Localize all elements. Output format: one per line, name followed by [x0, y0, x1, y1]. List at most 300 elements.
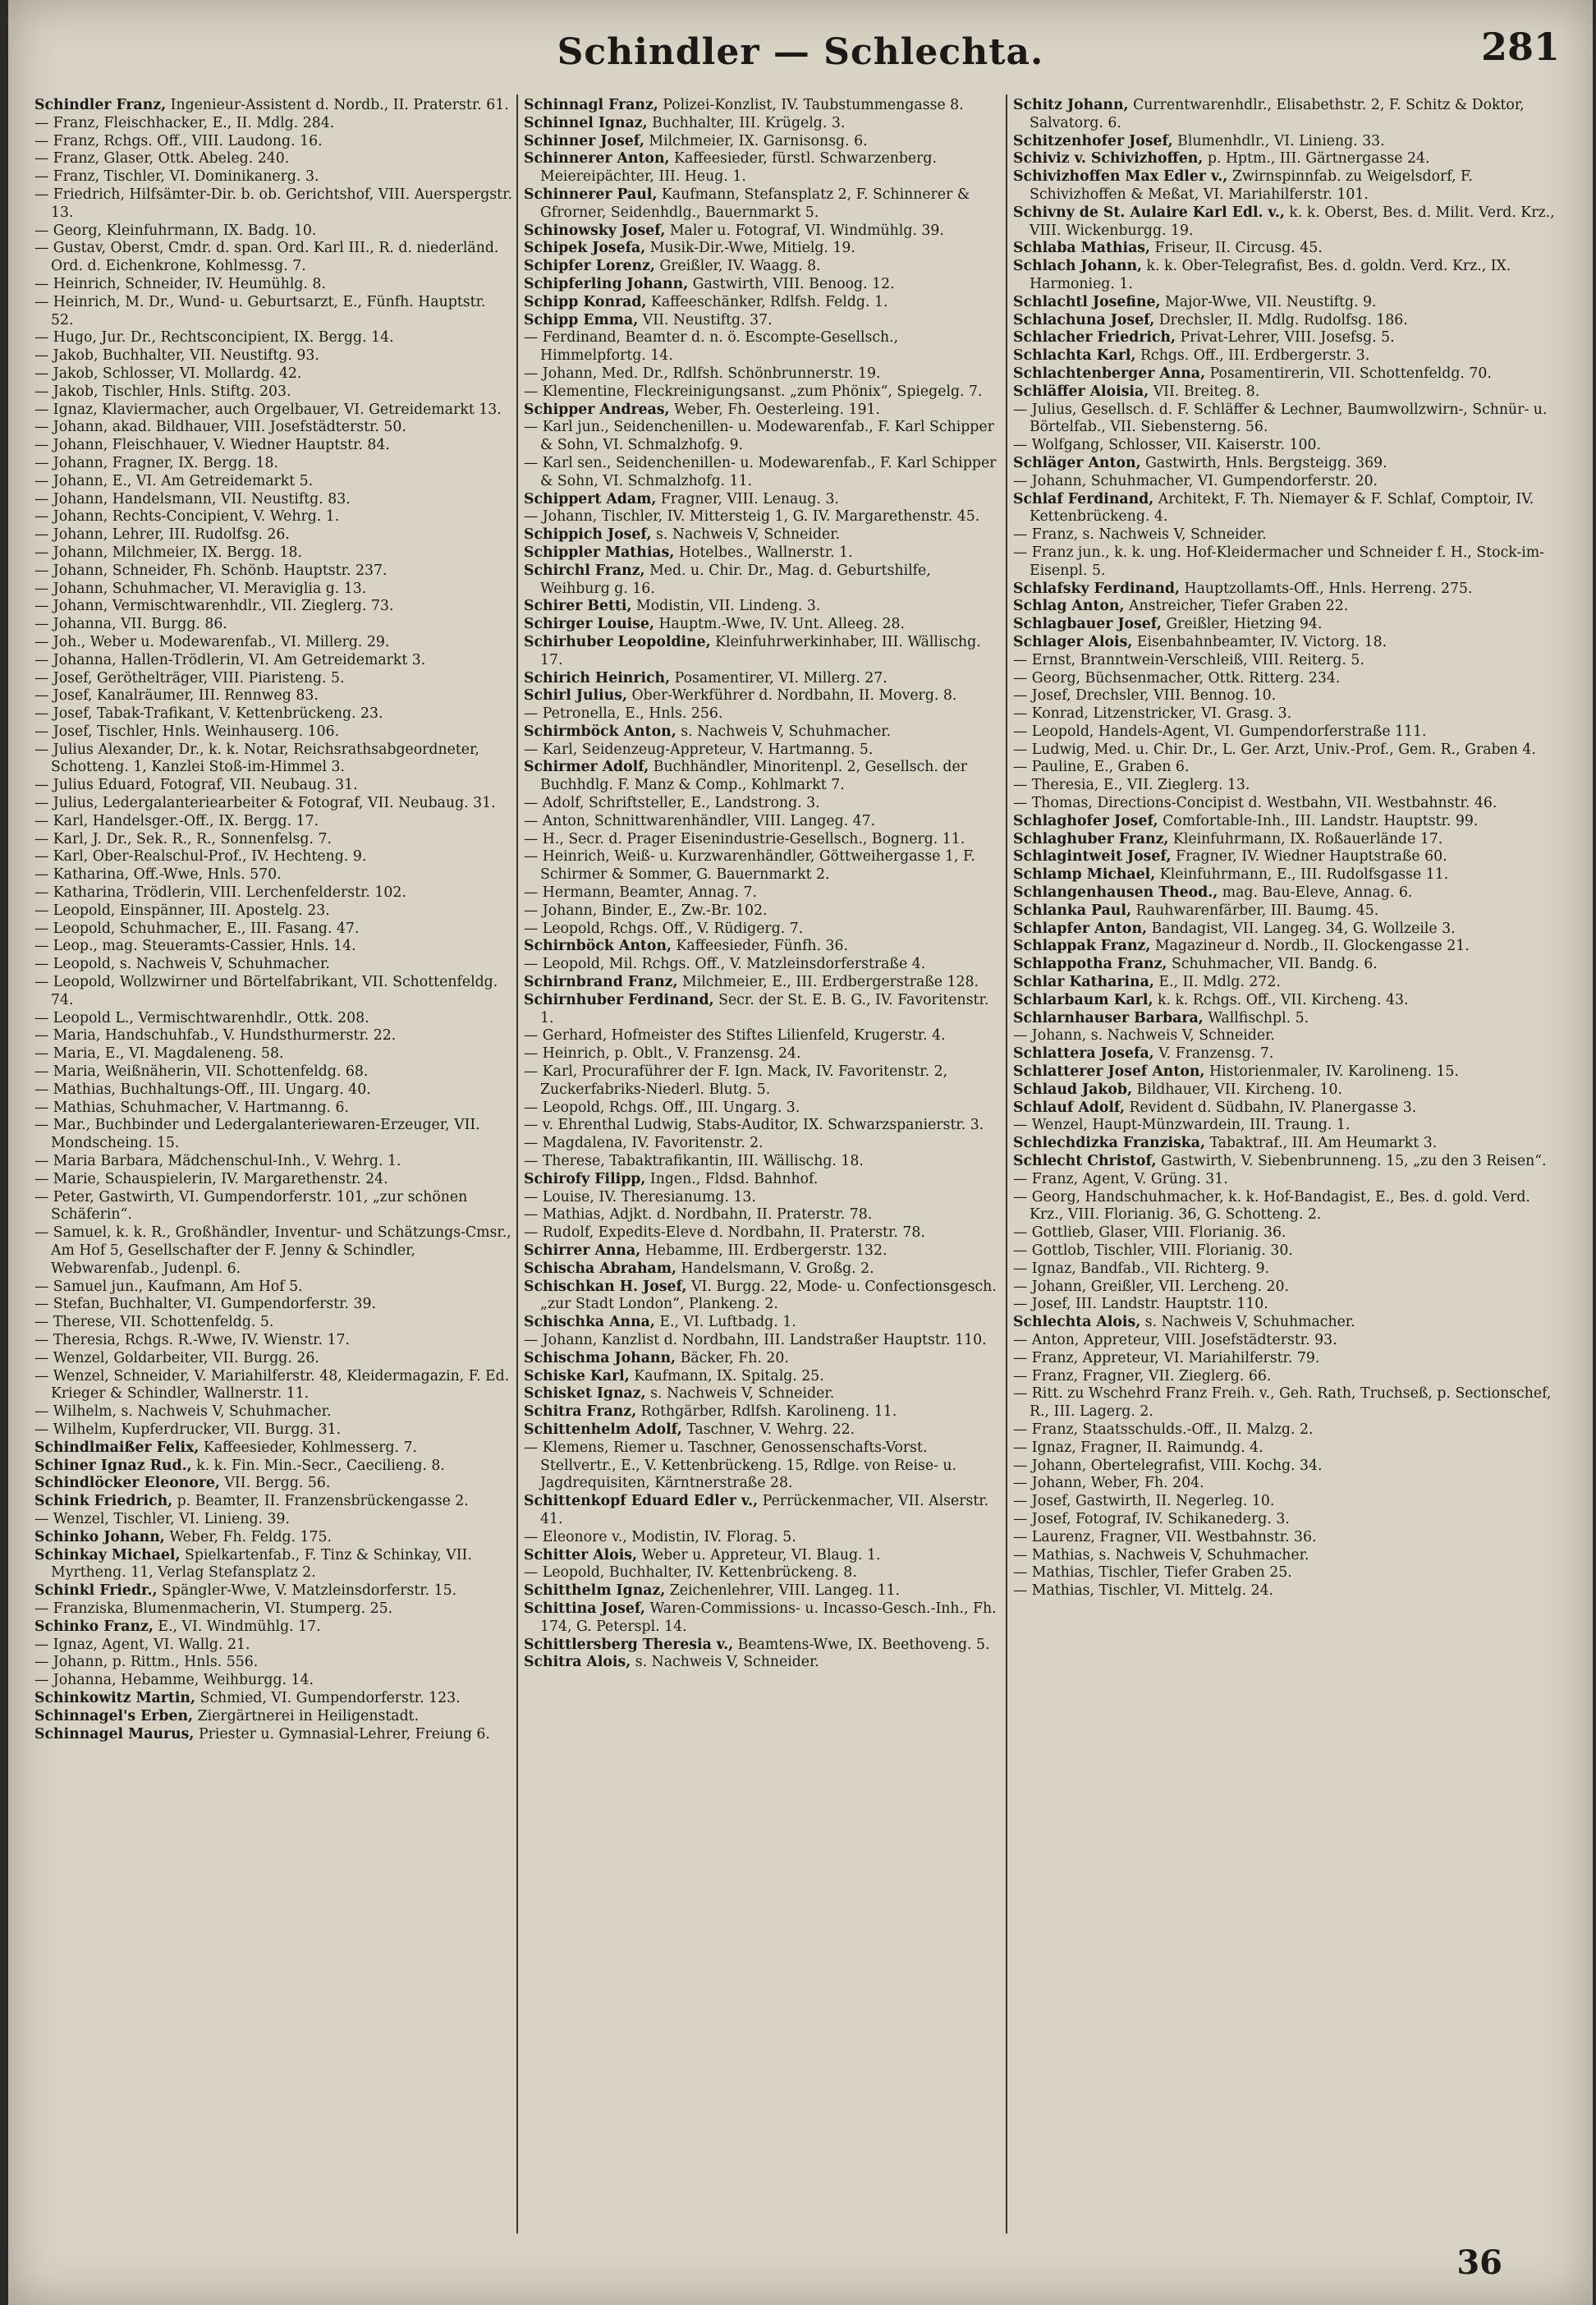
entry-text: — Johann, Kanzlist d. Nordbahn, III. Landstraßer Hauptstr. 110. — [524, 1331, 987, 1348]
directory-entry — [1013, 581, 1566, 599]
entry-text: — Johann, Vermischtwarenhdlr., VII. Zieglerg. 73. — [34, 598, 394, 615]
entry-surname: Schlanka Paul, — [1013, 902, 1131, 919]
entry-text: Modistin, VII. Lindeng. 3. — [636, 598, 821, 615]
entry-text: — Peter, Gastwirth, VI. Gumpendorferstr. 101, „zur schönen Schäferin“. — [34, 1188, 468, 1224]
entry-surname: Schlapfer Anton, — [1013, 920, 1148, 937]
page-title: Schindler — Schlechta. — [557, 31, 1044, 73]
entry-text: k. k. Fin. Min.-Secr., Caecilieng. 8. — [196, 1457, 445, 1474]
directory-entry — [524, 97, 1002, 115]
directory-entry — [524, 1171, 1002, 1189]
entry-text: Priester u. Gymnasial-Lehrer, Freiung 6. — [198, 1725, 490, 1743]
directory-entry — [524, 419, 1002, 455]
entry-surname: Schlagintweit Josef, — [1013, 848, 1172, 866]
directory-entry — [1013, 634, 1566, 652]
entry-text: Weber u. Appreteur, VI. Blaug. 1. — [641, 1546, 881, 1563]
directory-entry — [34, 1027, 512, 1045]
entry-text: — Leopold, Rchgs. Off., III. Ungarg. 3. — [524, 1099, 800, 1116]
directory-entry — [524, 759, 1002, 795]
entry-text: Fragner, VIII. Lenaug. 3. — [660, 490, 839, 507]
entry-text: Kaufmann, IX. Spitalg. 25. — [634, 1367, 824, 1384]
directory-entry — [34, 1368, 512, 1404]
entry-text: Ober-Werkführer d. Nordbahn, II. Moverg. 8. — [631, 687, 957, 705]
entry-text: — Johann, Fleischhauer, V. Wiedner Hauptstr. 84. — [34, 437, 390, 454]
directory-entry — [1013, 312, 1566, 330]
entry-surname: Schlaghuber Franz, — [1013, 830, 1169, 847]
entry-text: — Franz, Staatsschulds.-Off., II. Malzg. 2. — [1013, 1421, 1314, 1438]
entry-text: Hauptm.-Wwe, IV. Unt. Alleeg. 28. — [658, 616, 905, 633]
entry-text: — Friedrich, Hilfsämter-Dir. b. ob. Gerichtshof, VIII. Auerspergstr. 13. — [34, 186, 512, 221]
entry-text: Eisenbahnbeamter, IV. Victorg. 18. — [1136, 633, 1387, 650]
entry-text: Bildhauer, VII. Kircheng. 10. — [1136, 1081, 1342, 1098]
entry-text: Kaffeeschänker, Rdlfsh. Feldg. 1. — [650, 293, 888, 310]
directory-entry — [1013, 902, 1566, 921]
entry-text: — Leopold, Rchgs. Off., V. Rüdigerg. 7. — [524, 920, 804, 937]
entry-text: — Leopold L., Vermischtwarenhdlr., Ottk. 208. — [34, 1009, 369, 1026]
directory-entry — [1013, 1582, 1566, 1600]
entry-text: — Franz, Fleischhacker, E., II. Mdlg. 284. — [34, 114, 335, 131]
directory-entry — [34, 1690, 512, 1708]
directory-entry — [1013, 402, 1566, 438]
directory-entry — [34, 1296, 512, 1314]
entry-text: s. Nachweis V, Schneider. — [655, 526, 841, 544]
entry-text: — H., Secr. d. Prager Eisenindustrie-Gesellsch., Bognerg. 11. — [524, 830, 965, 847]
column-divider — [516, 94, 518, 2234]
directory-entry — [1013, 1350, 1566, 1368]
entry-text: — Maria, Weißnäherin, VII. Schottenfeldg. 68. — [34, 1063, 369, 1081]
entry-text: — Johann, Lehrer, III. Rudolfsg. 26. — [34, 526, 290, 544]
entry-surname: Schinkowitz Martin, — [34, 1689, 196, 1706]
entry-text: Ingen., Fldsd. Bahnhof. — [649, 1170, 819, 1187]
directory-entry — [524, 742, 1002, 760]
entry-text: — Petronella, E., Hnls. 256. — [524, 705, 723, 723]
entry-text: p. Beamter, II. Franzensbrückengasse 2. — [177, 1493, 469, 1510]
entry-text: — Hermann, Beamter, Annag. 7. — [524, 884, 757, 902]
entry-text: — Johann, Milchmeier, IX. Bergg. 18. — [34, 544, 302, 561]
entry-text: p. Hptm., III. Gärtnergasse 24. — [1207, 150, 1430, 168]
directory-entry — [1013, 1385, 1566, 1421]
entry-text: Gastwirth, Hnls. Bergsteigg. 369. — [1145, 454, 1387, 471]
entry-text: — Leopold, Schuhmacher, E., III. Fasang. 47. — [34, 920, 360, 937]
column-1 — [34, 97, 512, 2232]
entry-surname: Schinnagl Franz, — [524, 97, 658, 113]
entry-text: — Mathias, Tischler, VI. Mittelg. 24. — [1013, 1582, 1274, 1600]
entry-text: — Theresia, Rchgs. R.-Wwe, IV. Wienstr. 17. — [34, 1331, 350, 1348]
directory-entry — [524, 150, 1002, 186]
directory-entry — [524, 133, 1002, 151]
directory-entry — [34, 1547, 512, 1583]
entry-surname: Schlachta Karl, — [1013, 347, 1136, 365]
entry-surname: Schlager Alois, — [1013, 633, 1133, 650]
directory-entry — [34, 1189, 512, 1225]
directory-entry — [1013, 884, 1566, 902]
directory-entry — [524, 598, 1002, 616]
entry-text: — Johann, akad. Bildhauer, VIII. Josefstädterstr. 50. — [34, 419, 406, 436]
entry-text: — Wenzel, Goldarbeiter, VII. Burgg. 26. — [34, 1349, 319, 1366]
entry-text: — Johann, Fragner, IX. Bergg. 18. — [34, 454, 279, 471]
directory-entry — [1013, 759, 1566, 777]
entry-surname: Schittenkopf Eduard Edler v., — [524, 1493, 759, 1510]
entry-text: — Ernst, Branntwein-Verschleiß, VIII. Reiterg. 5. — [1013, 651, 1364, 668]
entry-text: — Gottlob, Tischler, VIII. Florianig. 30. — [1013, 1242, 1293, 1259]
entry-surname: Schlamp Michael, — [1013, 866, 1156, 884]
directory-entry — [524, 1242, 1002, 1260]
directory-entry — [524, 1153, 1002, 1171]
directory-entry — [524, 508, 1002, 526]
entry-surname: Schindlöcker Eleonore, — [34, 1475, 220, 1492]
entry-surname: Schirmer Adolf, — [524, 759, 649, 776]
directory-entry — [1013, 813, 1566, 831]
entry-surname: Schindlmaißer Felix, — [34, 1439, 200, 1456]
entry-text: — Ritt. zu Wschehrd Franz Freih. v., Geh. Rath, Truchseß, p. Sectionschef, R., III. Lagerg. 2. — [1013, 1385, 1552, 1421]
directory-entry — [1013, 992, 1566, 1010]
directory-entry — [34, 777, 512, 795]
directory-entry — [34, 1511, 512, 1529]
entry-text: — Leopold, Mil. Rchgs. Off., V. Matzleinsdorferstraße 4. — [524, 956, 926, 973]
entry-text: — Franz jun., k. k. ung. Hof-Kleidermacher und Schneider f. H., Stock-im-Eisenpl. 5. — [1013, 544, 1545, 579]
entry-text: — Ignaz, Agent, VI. Wallg. 21. — [34, 1636, 250, 1653]
directory-entry — [34, 1458, 512, 1476]
entry-text: Secr. der St. E. B. G., IV. Favoritenstr. 1. — [540, 991, 989, 1026]
directory-entry — [1013, 1027, 1566, 1045]
entry-text: VII. Bergg. 56. — [224, 1475, 331, 1492]
directory-entry — [1013, 1010, 1566, 1028]
entry-text: Kaufmann, Stefansplatz 2, F. Schinnerer & Gfrorner, Seidenhdlg., Bauernmarkt 5. — [540, 186, 970, 221]
directory-entry — [1013, 1063, 1566, 1081]
directory-entry — [34, 491, 512, 509]
entry-text: Milchmeier, IX. Garnisonsg. 6. — [649, 132, 868, 149]
entry-text: Kaffeesieder, fürstl. Schwarzenberg. Meiereipächter, III. Heug. 1. — [540, 150, 937, 186]
entry-surname: Schlach Johann, — [1013, 258, 1143, 275]
entry-surname: Schlagbauer Josef, — [1013, 616, 1162, 633]
entry-text: — Wenzel, Schneider, V. Mariahilferstr. 48, Kleidermagazin, F. Ed. Krieger & Schindler, Wallnerstr. 11. — [34, 1367, 510, 1403]
entry-surname: Schittenhelm Adolf, — [524, 1421, 682, 1438]
directory-entry — [1013, 1547, 1566, 1565]
entry-text: Kleinfuhrmann, IX. Roßauerlände 17. — [1172, 830, 1443, 847]
directory-entry — [1013, 1045, 1566, 1063]
entry-text: Buchhändler, Minoritenpl. 2, Gesellsch. der Buchhdlg. F. Manz & Comp., Kohlmarkt 7. — [540, 759, 967, 794]
entry-surname: Schlattera Josefa, — [1013, 1045, 1154, 1063]
entry-surname: Schipp Emma, — [524, 311, 639, 328]
directory-entry — [524, 115, 1002, 133]
entry-text: Bäcker, Fh. 20. — [680, 1349, 789, 1366]
directory-entry — [1013, 616, 1566, 634]
entry-text: — Mathias, Adjkt. d. Nordbahn, II. Praterstr. 78. — [524, 1206, 873, 1224]
directory-entry — [524, 1063, 1002, 1100]
directory-entry — [34, 115, 512, 133]
entry-surname: Schlappak Franz, — [1013, 938, 1151, 955]
entry-surname: Schipferling Johann, — [524, 275, 689, 292]
entry-surname: Schittlersberg Theresia v., — [524, 1636, 734, 1653]
directory-entry — [1013, 1439, 1566, 1458]
directory-entry — [34, 455, 512, 473]
directory-entry — [524, 240, 1002, 258]
directory-entry — [34, 1493, 512, 1511]
entry-text: — Leopold, Handels-Agent, VI. Gumpendorferstraße 111. — [1013, 723, 1427, 740]
entry-surname: Schirofy Filipp, — [524, 1170, 646, 1187]
directory-entry — [34, 383, 512, 402]
directory-entry — [34, 938, 512, 956]
entry-text: — Marie, Schauspielerin, IV. Margarethenstr. 24. — [34, 1170, 388, 1187]
directory-entry — [524, 921, 1002, 939]
entry-text: — Jakob, Schlosser, VI. Mollardg. 42. — [34, 365, 302, 382]
directory-entry — [524, 383, 1002, 402]
entry-text: — Karl jun., Seidenchenillen- u. Modewarenfab., F. Karl Schipper & Sohn, VI. Schmalzhofg. 9. — [524, 419, 994, 454]
directory-entry — [1013, 437, 1566, 455]
entry-text: — Jakob, Tischler, Hnls. Stiftg. 203. — [34, 383, 291, 400]
entry-text: Anstreicher, Tiefer Graben 22. — [1129, 598, 1349, 615]
directory-entry — [524, 186, 1002, 223]
column-3 — [1013, 97, 1566, 2232]
directory-entry — [34, 419, 512, 437]
entry-text: — Anton, Appreteur, VIII. Josefstädterstr. 93. — [1013, 1331, 1337, 1348]
directory-entry — [524, 223, 1002, 241]
entry-text: VI. Burgg. 22, Mode- u. Confectionsgesch. „zur Stadt London“, Plankeng. 2. — [540, 1278, 997, 1313]
entry-text: — Ignaz, Klaviermacher, auch Orgelbauer, VI. Getreidemarkt 13. — [34, 401, 502, 418]
directory-entry — [34, 974, 512, 1010]
entry-surname: Schlecht Christof, — [1013, 1153, 1157, 1170]
directory-entry — [34, 884, 512, 902]
entry-surname: Schirchl Franz, — [524, 562, 645, 579]
directory-entry — [524, 1403, 1002, 1421]
directory-entry — [524, 687, 1002, 705]
entry-surname: Schlaud Jakob, — [1013, 1081, 1132, 1098]
directory-entry — [34, 1153, 512, 1171]
directory-entry — [1013, 1153, 1566, 1171]
directory-entry — [34, 652, 512, 670]
directory-entry — [1013, 1081, 1566, 1100]
entry-text: Gastwirth, VIII. Benoog. 12. — [692, 275, 895, 292]
entry-text: Handelsmann, V. Großg. 2. — [681, 1260, 874, 1277]
directory-entry — [34, 365, 512, 383]
entry-surname: Schitter Alois, — [524, 1546, 638, 1563]
entry-text: — Johanna, VII. Burgg. 86. — [34, 616, 227, 633]
entry-surname: Schinnel Ignaz, — [524, 114, 648, 131]
entry-surname: Schinner Josef, — [524, 132, 644, 149]
entry-text: — Maria, E., VI. Magdaleneng. 58. — [34, 1045, 284, 1063]
directory-entry — [34, 1637, 512, 1655]
entry-text: Bandagist, VII. Langeg. 34, G. Wollzeile 3. — [1151, 920, 1456, 937]
entry-surname: Schitthelm Ignaz, — [524, 1582, 666, 1600]
entry-text: — Franz, s. Nachweis V, Schneider. — [1013, 526, 1267, 544]
directory-entry — [1013, 1529, 1566, 1547]
directory-entry — [1013, 97, 1566, 133]
directory-entry — [34, 902, 512, 921]
entry-text: E., VI. Windmühlg. 17. — [158, 1618, 321, 1635]
directory-entry — [1013, 544, 1566, 581]
entry-text: Rauhwarenfärber, III. Baumg. 45. — [1135, 902, 1379, 919]
directory-entry — [34, 1117, 512, 1153]
entry-text: Perrückenmacher, VII. Alserstr. 41. — [540, 1493, 989, 1527]
directory-entry — [34, 598, 512, 616]
entry-text: Rothgärber, Rdlfsh. Karolineng. 11. — [640, 1403, 897, 1421]
directory-entry — [524, 974, 1002, 992]
entry-text: — Heinrich, Weiß- u. Kurzwarenhändler, Göttweihergasse 1, F. Schirmer & Sommer, G. Bauernmarkt 2. — [524, 848, 975, 884]
directory-entry — [34, 921, 512, 939]
directory-entry — [1013, 365, 1566, 383]
entry-text: — Maria Barbara, Mädchenschul-Inh., V. Wehrg. 1. — [34, 1153, 401, 1170]
directory-entry — [524, 1421, 1002, 1439]
directory-entry — [524, 1547, 1002, 1565]
entry-surname: Schirich Heinrich, — [524, 669, 671, 686]
directory-entry — [524, 1100, 1002, 1118]
directory-entry — [1013, 1368, 1566, 1386]
entry-text: Kleinfuhrmann, E., III. Rudolfsgasse 11. — [1159, 866, 1449, 884]
entry-text: — Samuel, k. k. R., Großhändler, Inventur- und Schätzungs-Cmsr., Am Hof 5, Gesellschafter der F. Jenny & Schindler, Webwarenfab., Judenpl. 6. — [34, 1224, 511, 1277]
entry-text: — Ferdinand, Beamter d. n. ö. Escompte-Gesellsch., Himmelpfortg. 14. — [524, 329, 899, 365]
directory-entry — [34, 1171, 512, 1189]
entry-text: — Franz, Glaser, Ottk. Abeleg. 240. — [34, 150, 290, 168]
page-number: 281 — [1480, 25, 1560, 69]
entry-text: — Josef, Tischler, Hnls. Weinhauserg. 106. — [34, 723, 340, 740]
entry-text: Comfortable-Inh., III. Landstr. Hauptstr. 99. — [1163, 812, 1479, 829]
entry-text: — Konrad, Litzenstricker, VI. Grasg. 3. — [1013, 705, 1292, 723]
entry-surname: Schischka Anna, — [524, 1314, 655, 1331]
entry-text: — Theresia, E., VII. Zieglerg. 13. — [1013, 777, 1250, 794]
directory-entry — [524, 544, 1002, 562]
entry-text: — Magdalena, IV. Favoritenstr. 2. — [524, 1135, 764, 1152]
entry-surname: Schischa Abraham, — [524, 1260, 677, 1277]
entry-text: — Johann, Schuhmacher, VI. Meraviglia g. 13. — [34, 580, 367, 597]
entry-text: — Laurenz, Fragner, VII. Westbahnstr. 36. — [1013, 1528, 1317, 1545]
entry-text: — Karl, Ober-Realschul-Prof., IV. Hechteng. 9. — [34, 848, 367, 866]
entry-surname: Schlarbaum Karl, — [1013, 991, 1153, 1008]
entry-surname: Schlatterer Josef Anton, — [1013, 1063, 1205, 1081]
entry-text: Greißler, Hietzing 94. — [1166, 616, 1323, 633]
entry-surname: Schinnerer Anton, — [524, 150, 670, 168]
directory-entry — [1013, 598, 1566, 616]
entry-text: — Johann, Greißler, VII. Lercheng. 20. — [1013, 1278, 1290, 1295]
directory-entry — [1013, 1296, 1566, 1314]
directory-entry — [524, 455, 1002, 491]
directory-entry — [1013, 687, 1566, 705]
entry-surname: Schirhuber Leopoldine, — [524, 633, 711, 650]
directory-entry — [524, 329, 1002, 365]
entry-text: Spielkartenfab., F. Tinz & Schinkay, VII. Myrtheng. 11, Verlag Stefansplatz 2. — [51, 1546, 472, 1582]
entry-text: — Josef, III. Landstr. Hauptstr. 110. — [1013, 1296, 1268, 1313]
entry-text: Gastwirth, V. Siebenbrunneng. 15, „zu den 3 Reisen“. — [1161, 1153, 1547, 1170]
entry-surname: Schink Friedrich, — [34, 1493, 173, 1510]
directory-entry — [34, 526, 512, 544]
directory-entry — [524, 1582, 1002, 1600]
entry-surname: Schippler Mathias, — [524, 544, 675, 561]
entry-text: — Klemens, Riemer u. Taschner, Genossenschafts-Vorst. Stellvertr., E., V. Kettenbrückeng. 15, Rdlge. von Reise- u. Jagdrequisiten, Kärntnerstraße 28. — [524, 1439, 957, 1492]
entry-surname: Schinowsky Josef, — [524, 222, 666, 239]
entry-text: — Katharina, Off.-Wwe, Hnls. 570. — [34, 866, 282, 884]
entry-text: Blumenhdlr., VI. Linieng. 33. — [1177, 132, 1385, 149]
entry-text: — Johann, Obertelegrafist, VIII. Kochg. 34. — [1013, 1457, 1323, 1474]
directory-entry — [1013, 777, 1566, 795]
entry-text: Hotelbes., Wallnerstr. 1. — [678, 544, 853, 561]
entry-text: — Julius, Ledergalanteriearbeiter & Fotograf, VII. Neubaug. 31. — [34, 795, 496, 812]
entry-text: Schuhmacher, VII. Bandg. 6. — [1171, 956, 1378, 973]
entry-surname: Schirnhuber Ferdinand, — [524, 991, 714, 1008]
entry-text: — Wilhelm, s. Nachweis V, Schuhmacher. — [34, 1403, 332, 1421]
directory-entry — [1013, 1100, 1566, 1118]
entry-text: — Joh., Weber u. Modewarenfab., VI. Millerg. 29. — [34, 633, 390, 650]
entry-text: — Therese, Tabaktrafikantin, III. Wällischg. 18. — [524, 1153, 864, 1170]
entry-text: Spängler-Wwe, V. Matzleinsdorferstr. 15. — [162, 1582, 457, 1600]
entry-surname: Schipfer Lorenz, — [524, 258, 655, 275]
directory-entry — [34, 1279, 512, 1297]
directory-entry — [34, 956, 512, 974]
entry-surname: Schinko Franz, — [34, 1618, 154, 1635]
directory-entry — [1013, 383, 1566, 402]
entry-surname: Schivizhoffen Max Edler v., — [1013, 168, 1228, 186]
entry-surname: Schlaghofer Josef, — [1013, 812, 1158, 829]
entry-surname: Schlechta Alois, — [1013, 1314, 1141, 1331]
entry-text: — Julius, Gesellsch. d. F. Schläffer & Lechner, Baumwollzwirn-, Schnür- u. Börtelfab., VII. Siebensterng. 56. — [1013, 401, 1548, 436]
entry-text: k. k. Rchgs. Off., VII. Kircheng. 43. — [1157, 991, 1409, 1008]
entry-text: Tabaktraf., III. Am Heumarkt 3. — [1209, 1135, 1438, 1152]
directory-entry — [524, 902, 1002, 921]
directory-entry — [1013, 652, 1566, 670]
entry-surname: Schipek Josefa, — [524, 240, 646, 257]
entry-surname: Schirger Louise, — [524, 616, 654, 633]
directory-entry — [524, 634, 1002, 670]
directory-entry — [524, 992, 1002, 1028]
entry-surname: Schiviz v. Schivizhoffen, — [1013, 150, 1204, 168]
entry-text: Polizei-Konzlist, IV. Taubstummengasse 8. — [663, 97, 964, 113]
directory-entry — [524, 848, 1002, 884]
directory-entry — [1013, 1458, 1566, 1476]
entry-text: — Johann, Tischler, IV. Mittersteig 1, G. IV. Margarethenstr. 45. — [524, 508, 980, 526]
entry-surname: Schinkay Michael, — [34, 1546, 181, 1563]
directory-entry — [34, 1726, 512, 1744]
entry-text: Maler u. Fotograf, VI. Windmühlg. 39. — [669, 222, 944, 239]
entry-text: — Johann, E., VI. Am Getreidemarkt 5. — [34, 472, 314, 489]
entry-text: — Gottlieb, Glaser, VIII. Florianig. 36. — [1013, 1224, 1286, 1242]
directory-entry — [1013, 455, 1566, 473]
entry-text: — Mathias, Tischler, Tiefer Graben 25. — [1013, 1564, 1292, 1582]
entry-surname: Schischma Johann, — [524, 1349, 676, 1366]
sheet-signature: 36 — [1456, 2243, 1502, 2282]
entry-text: — Josef, Tabak-Trafikant, V. Kettenbrückeng. 23. — [34, 705, 383, 723]
entry-text: Architekt, F. Th. Niemayer & F. Schlaf, Comptoir, IV. Kettenbrückeng. 4. — [1030, 490, 1534, 526]
directory-entry — [524, 884, 1002, 902]
directory-entry — [34, 1672, 512, 1690]
directory-entry — [34, 1314, 512, 1332]
entry-text: Major-Wwe, VII. Neustiftg. 9. — [1165, 293, 1377, 310]
directory-entry — [524, 365, 1002, 383]
directory-entry — [34, 1045, 512, 1063]
directory-entry — [1013, 133, 1566, 151]
entry-surname: Schlangenhausen Theod., — [1013, 884, 1218, 902]
directory-entry — [524, 831, 1002, 849]
directory-entry — [1013, 1117, 1566, 1135]
directory-entry — [1013, 473, 1566, 491]
entry-surname: Schiner Ignaz Rud., — [34, 1457, 192, 1474]
entry-text: — Louise, IV. Theresianumg. 13. — [524, 1188, 756, 1205]
directory-entry — [524, 1260, 1002, 1279]
entry-text: — Mathias, s. Nachweis V, Schuhmacher. — [1013, 1546, 1309, 1563]
directory-entry — [34, 240, 512, 276]
entry-text: — Johanna, Hebamme, Weihburgg. 14. — [34, 1672, 314, 1689]
directory-entry — [34, 795, 512, 813]
entry-text: Zeichenlehrer, VIII. Langeg. 11. — [669, 1582, 901, 1600]
directory-entry — [1013, 921, 1566, 939]
directory-entry — [34, 437, 512, 455]
directory-entry — [524, 1529, 1002, 1547]
directory-entry — [34, 133, 512, 151]
directory-entry — [34, 402, 512, 420]
directory-entry — [524, 1279, 1002, 1315]
entry-text: — Thomas, Directions-Concipist d. Westbahn, VII. Westbahnstr. 46. — [1013, 795, 1497, 812]
entry-text: Hauptzollamts-Off., Hnls. Herreng. 275. — [1184, 580, 1473, 597]
entry-surname: Schlachtl Josefine, — [1013, 293, 1161, 310]
directory-entry — [34, 186, 512, 223]
entry-text: Privat-Lehrer, VIII. Josefsg. 5. — [1180, 329, 1395, 347]
entry-surname: Schläger Anton, — [1013, 454, 1141, 471]
